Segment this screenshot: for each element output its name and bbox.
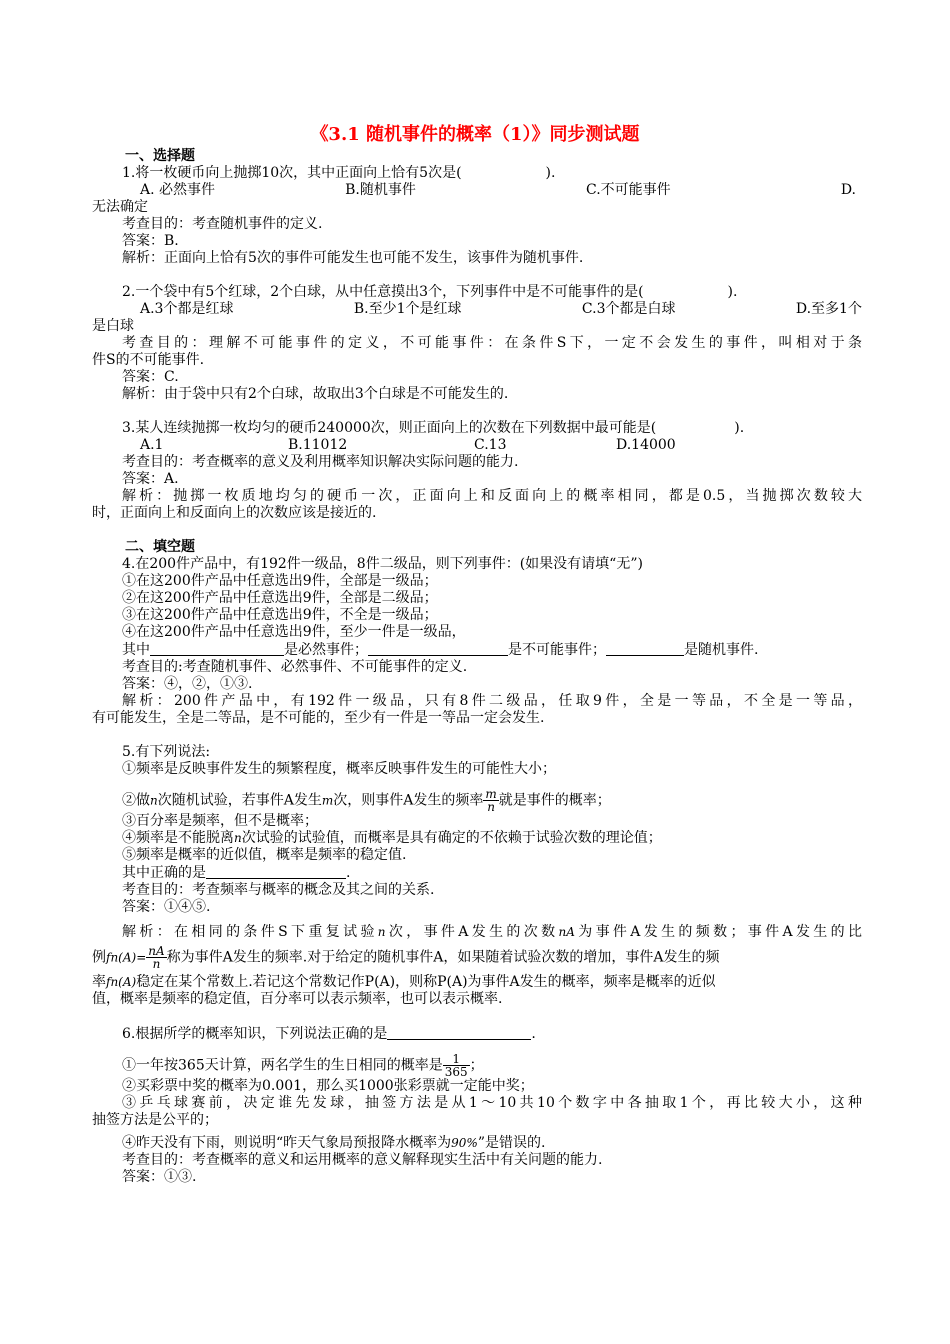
q4-item-1: ①在这200件产品中任意选出9件，全部是一级品；: [122, 573, 438, 589]
fraction-m-over-n: $\frac{m}{n}$: [485, 787, 497, 814]
q4-answer: 答案：④，②，①③.: [122, 676, 253, 692]
q3-option-c: C.13: [474, 437, 507, 453]
q1-option-a: A. 必然事件: [140, 182, 216, 198]
q4-analysis-2: 有可能发生，全是二等品，是不可能的，至少有一件是一等品一定会发生.: [92, 710, 545, 726]
doc-body: [92, 148, 862, 1186]
q2-purpose-1: 考查目的：理解不可能事件的定义，不可能事件：在条件S下，一定不会发生的事件，叫相对于条: [122, 335, 862, 351]
math-n: n: [150, 793, 158, 808]
q5-analysis-2: 例fn(A)= $\frac{nA}{n}$ 称为事件A发生的频率.对于给定的随机事件A，如果随着试验次数的增加，事件A发生的频: [92, 944, 720, 971]
q5-analysis-3: 率fn(A)稳定在某个常数上.若记这个常数记作P(A)，则称P(A)为事件A发生的概率，频率是概率的近似: [92, 974, 716, 990]
q2-answer: 答案：C.: [122, 369, 179, 385]
q6-purpose: 考查目的：考查概率的意义和运用概率的意义解释现实生活中有关问题的能力.: [122, 1152, 603, 1168]
q2-option-a: A.3个都是红球: [140, 301, 234, 317]
q1-option-c: C.不可能事件: [586, 182, 671, 198]
q4-item-4: ④在这200件产品中任意选出9件，至少一件是一级品，: [122, 624, 466, 640]
q5-item-4: ④频率是不能脱离n次试验的试验值，而概率是具有确定的不依赖于试验次数的理论值；: [122, 830, 662, 846]
q1-analysis: 解析：正面向上恰有5次的事件可能发生也可能不发生，该事件为随机事件.: [122, 250, 584, 266]
q4-purpose: 考查目的:考查随机事件、必然事件、不可能事件的定义.: [122, 659, 468, 675]
q4-blank-1: [150, 641, 284, 656]
q5-correct: 其中正确的是 .: [122, 865, 351, 881]
q1-option-b: B.随机事件: [345, 182, 416, 198]
doc-title: 《3.1 随机事件的概率（1）》同步测试题: [310, 124, 640, 145]
q2-purpose-2: 件S的不可能事件.: [92, 352, 205, 368]
q1-option-d: D.: [840, 182, 856, 198]
q3-option-b: B.11012: [288, 437, 348, 453]
q2-option-d: D.至多1个: [795, 301, 862, 317]
q6-answer: 答案：①③.: [122, 1169, 197, 1185]
q6-stem: 6.根据所学的概率知识，下列说法正确的是 .: [122, 1026, 536, 1042]
section-heading-fill: 二、填空题: [125, 539, 195, 555]
q2-stem: 2.一个袋中有5个红球，2个白球，从中任意摸出3个，下列事件中是不可能事件的是( ).: [122, 284, 738, 300]
q5-item-2: ②做n次随机试验，若事件A发生m次，则事件A发生的频率 $\frac{m}{n}$ 就是事件的概率；: [122, 787, 611, 814]
q6-blank: [387, 1025, 531, 1040]
q5-analysis-1: 解析：在相同的条件S下重复试验n次，事件A发生的次数nA为事件A发生的频数；事件A发生的比: [122, 924, 862, 940]
q4-item-2: ②在这200件产品中任意选出9件，全部是二级品；: [122, 590, 438, 606]
q2-analysis: 解析：由于袋中只有2个白球，故取出3个白球是不可能发生的.: [122, 386, 509, 402]
q1-option-d-cont: 无法确定: [92, 199, 148, 215]
q5-stem: 5.有下列说法:: [122, 744, 211, 760]
q3-options: [92, 437, 862, 454]
q6-item-4: ④昨天没有下雨，则说明“昨天气象局预报降水概率为90%”是错误的.: [122, 1135, 546, 1151]
q4-blank-3: [606, 641, 684, 656]
q6-item-3-1: ③乒乓球赛前，决定谁先发球，抽签方法是从1～10共10个数字中各抽取1个，再比较大小，这种: [122, 1095, 862, 1111]
q4-blanks: 其中 是必然事件； 是不可能事件； 是随机事件.: [122, 642, 759, 658]
q2-option-b: B.至少1个是红球: [353, 301, 462, 317]
q1-purpose: 考查目的：考查随机事件的定义.: [122, 216, 323, 232]
q5-item-3: ③百分率是频率，但不是概率；: [122, 813, 318, 829]
fraction-1-over-365: $\frac{1}{365}$: [444, 1052, 468, 1079]
q3-analysis-1: 解析：抛掷一枚质地均匀的硬币一次，正面向上和反面向上的概率相同，都是0.5，当抛掷次数较大: [122, 488, 862, 504]
q5-blank: [206, 864, 346, 879]
math-m: m: [321, 793, 334, 808]
q3-option-d: D.14000: [616, 437, 676, 453]
q6-item-3-2: 抽签方法是公平的；: [92, 1112, 218, 1128]
q3-stem: 3.某人连续抛掷一枚均匀的硬币240000次，则正面向上的次数在下列数据中最可能是( ).: [122, 420, 745, 436]
q3-analysis-2: 时，正面向上和反面向上的次数应该是接近的.: [92, 505, 377, 521]
q5-answer: 答案：①④⑤.: [122, 899, 211, 915]
q6-item-1: ①一年按365天计算，两名学生的生日相同的概率是 $\frac{1}{365}$ ；: [122, 1052, 484, 1079]
q1-stem: 1.将一枚硬币向上抛掷10次，其中正面向上恰有5次是( ).: [122, 165, 556, 181]
q3-option-a: A.1: [140, 437, 164, 453]
q4-analysis-1: 解析：200件产品中，有192件一级品，只有8件二级品，任取9件，全是一等品，不全是一等品，: [122, 693, 862, 709]
q5-purpose: 考查目的：考查频率与概率的概念及其之间的关系.: [122, 882, 435, 898]
q2-option-c: C.3个都是白球: [581, 301, 676, 317]
q2-option-d-cont: 是白球: [92, 318, 134, 334]
q3-purpose: 考查目的：考查概率的意义及利用概率知识解决实际问题的能力.: [122, 454, 519, 470]
q2-options: [92, 301, 862, 318]
fraction-na-over-n: $\frac{nA}{n}$: [148, 944, 165, 971]
section-heading-choice: 一、选择题: [125, 148, 195, 164]
q1-options: [92, 182, 862, 199]
q4-stem: 4.在200件产品中，有192件一级品，8件二级品，则下列事件：(如果没有请填“无”): [122, 556, 643, 572]
q1-answer: 答案：B.: [122, 233, 179, 249]
q5-item-5: ⑤频率是概率的近似值，概率是频率的稳定值.: [122, 847, 407, 863]
math-fn-a: fn(A): [106, 950, 137, 965]
math-percent: 90%: [451, 1136, 478, 1150]
q5-analysis-4: 值，概率是频率的稳定值，百分率可以表示频率，也可以表示概率.: [92, 991, 503, 1007]
q6-item-2: ②买彩票中奖的概率为0.001，那么买1000张彩票就一定能中奖；: [122, 1078, 534, 1094]
q4-item-3: ③在这200件产品中任意选出9件，不全是一级品；: [122, 607, 438, 623]
q5-item-1: ①频率是反映事件发生的频繁程度，概率反映事件发生的可能性大小；: [122, 761, 556, 777]
q4-blank-2: [368, 641, 508, 656]
q3-answer: 答案：A.: [122, 471, 179, 487]
